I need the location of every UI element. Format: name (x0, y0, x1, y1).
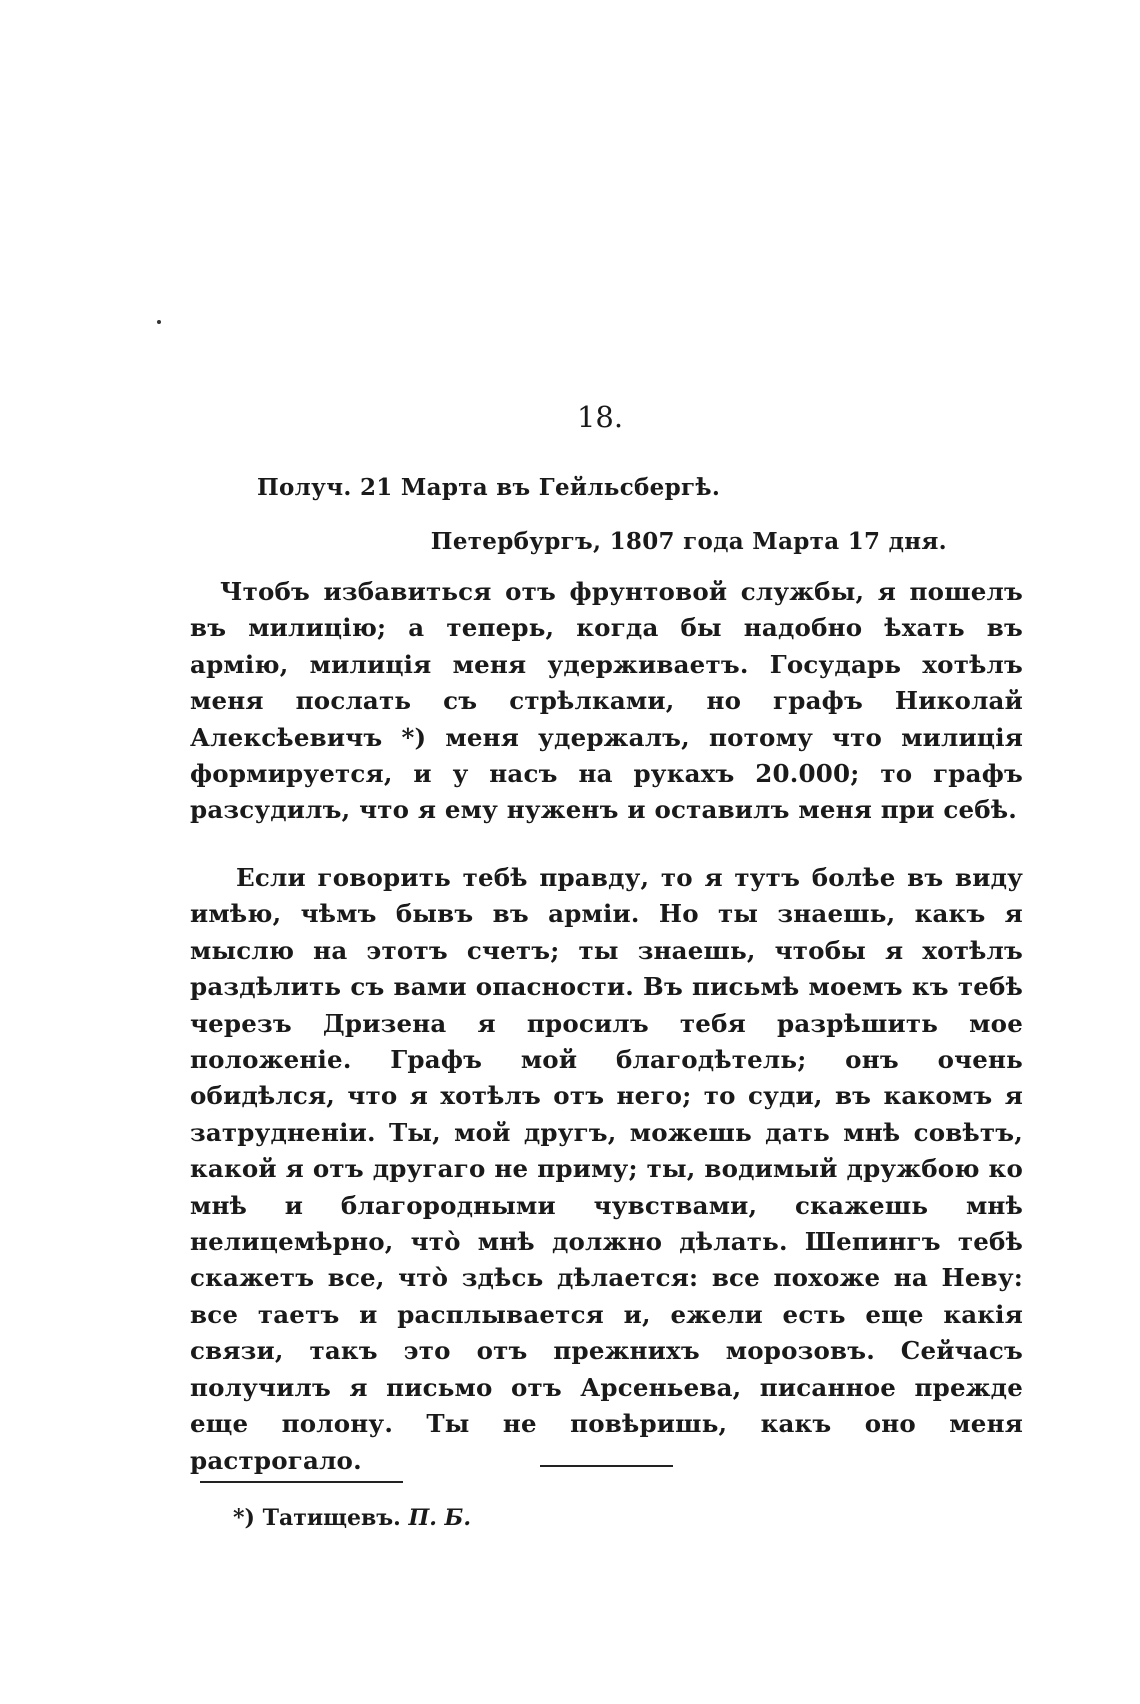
footnote-rule (200, 1481, 403, 1483)
paragraph-2: Если говорить тебѣ правду, то я тутъ болѣе въ виду имѣю, чѣмъ бывъ въ арміи. Но ты знаешь, какъ я мыслю на этотъ счетъ; ты знаешь, чтобы я хотѣлъ раздѣлить съ вами опасности. Въ письмѣ моемъ къ тебѣ черезъ Дризена я просилъ тебя разрѣшить мое положеніе. Графъ мой благодѣтель; онъ очень обидѣлся, что я хотѣлъ отъ него; то суди, въ какомъ я затрудненіи. Ты, мой другъ, можешь дать мнѣ совѣтъ, какой я отъ другаго не приму; ты, водимый дружбою ко мнѣ и благородными чувствами, скажешь мнѣ нелицемѣрно, что̀ мнѣ должно дѣлать. Шепингъ тебѣ скажетъ все, что̀ здѣсь дѣлается: все похоже на Неву: все таетъ и расплывается и, ежели есть еще какія связи, такъ это отъ прежнихъ морозовъ. Сейчасъ получилъ я письмо отъ Арсеньева, писанное прежде еще полону. Ты не повѣришь, какъ оно меня растрогало. (190, 863, 1023, 1475)
letter-number: 18. (576, 400, 624, 434)
footnote (233, 1505, 471, 1531)
paragraph-1: Чтобъ избавиться отъ фрунтовой службы, я пошелъ въ милицію; а теперь, когда бы надобно ѣхать въ армію, милиція меня удерживаетъ. Государь хотѣлъ меня послать съ стрѣлками, но графъ Николай Алексѣевичъ *) меня удержалъ, потому что милиція формируется, и у насъ на рукахъ 20.000; то графъ разсудилъ, что я ему нуженъ и оставилъ меня при себѣ. (190, 577, 1023, 825)
footnote-signature: П. Б. (408, 1505, 472, 1531)
footnote-text: *) Татищевъ. (233, 1505, 401, 1531)
dateline: Петербургъ, 1807 года Марта 17 дня. (430, 528, 947, 555)
stray-mark (157, 320, 161, 324)
end-rule (540, 1465, 673, 1467)
received-note: Получ. 21 Марта въ Гейльсбергѣ. (257, 474, 721, 501)
